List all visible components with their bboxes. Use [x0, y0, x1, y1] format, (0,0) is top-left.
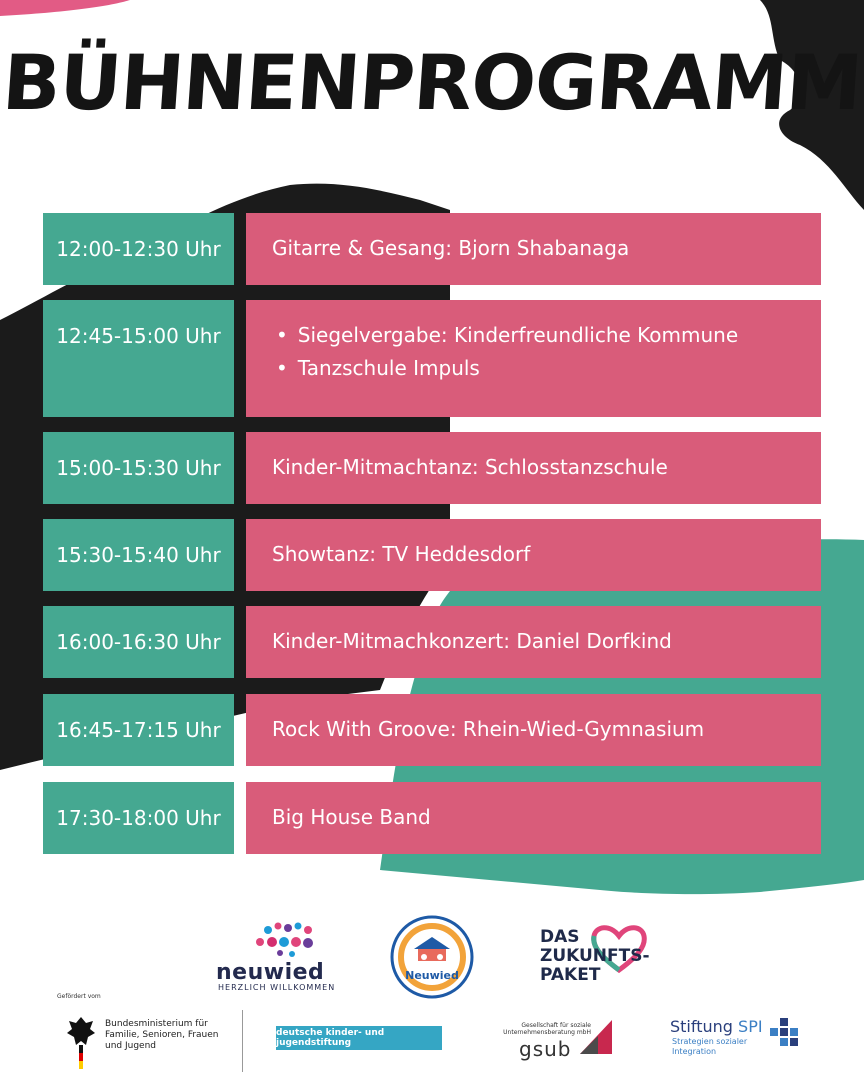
spi-suffix: SPI — [738, 1017, 763, 1036]
act-box — [246, 300, 821, 417]
act-box — [246, 694, 821, 766]
federal-eagle-icon — [66, 1015, 96, 1071]
time-slot — [43, 432, 234, 504]
act-label: Kinder-Mitmachtanz: Schlosstanzschule — [272, 455, 668, 479]
pink-stroke-top — [0, 0, 130, 16]
footer-divider — [242, 1010, 243, 1072]
act-list-item: • Tanzschule Impuls — [276, 356, 821, 380]
act-list — [272, 323, 821, 380]
time-label: 15:00-15:30 Uhr — [56, 456, 221, 480]
time-slot — [43, 519, 234, 591]
schedule-row — [43, 782, 821, 854]
time-label: 12:00-12:30 Uhr — [56, 237, 221, 261]
time-slot — [43, 300, 234, 417]
time-label: 17:30-18:00 Uhr — [56, 806, 221, 830]
time-label: 12:45-15:00 Uhr — [56, 324, 221, 348]
seal-label: Neuwied — [405, 969, 459, 982]
neuwied-dots-icon — [250, 920, 325, 960]
act-box — [246, 432, 821, 504]
ministry-name: Bundesministerium für Familie, Senioren, Frauen und Jugend — [105, 1019, 219, 1051]
neuwied-logo-tagline: HERZLICH WILLKOMMEN — [218, 983, 336, 992]
time-label: 15:30-15:40 Uhr — [56, 543, 221, 567]
spi-prefix: Stiftung — [670, 1017, 733, 1036]
zukunftspaket-line: ZUKUNFTS- — [540, 946, 650, 966]
schedule-row — [43, 606, 821, 678]
act-label: Showtanz: TV Heddesdorf — [272, 542, 531, 566]
act-box — [246, 213, 821, 285]
spi-logo-text — [670, 1017, 763, 1036]
act-label: Big House Band — [272, 805, 431, 829]
time-label: 16:45-17:15 Uhr — [56, 718, 221, 742]
act-list-item: • Siegelvergabe: Kinderfreundliche Kommune — [276, 323, 821, 347]
gsub-description: Gesellschaft für soziale Unternehmensberatung mbH — [503, 1022, 591, 1036]
kinderfreundliche-kommune-seal-icon — [390, 915, 474, 999]
schedule-row — [43, 300, 821, 417]
zukunftspaket-line: DAS — [540, 927, 580, 947]
gsub-mark-icon — [578, 1018, 614, 1056]
schedule-row — [43, 519, 821, 591]
spi-squares-icon — [770, 1018, 798, 1046]
time-label: 16:00-16:30 Uhr — [56, 630, 221, 654]
act-label: Gitarre & Gesang: Bjorn Shabanaga — [272, 236, 630, 260]
spi-tagline-line: Strategien sozialer — [672, 1037, 748, 1046]
act-label: Kinder-Mitmachkonzert: Daniel Dorfkind — [272, 629, 672, 653]
zukunftspaket-logo — [540, 928, 650, 985]
schedule-row — [43, 432, 821, 504]
time-slot — [43, 782, 234, 854]
act-box — [246, 782, 821, 854]
gsub-logo-text: gsub — [519, 1037, 572, 1061]
sponsored-by-label: Gefördert vom — [57, 993, 101, 1000]
time-slot — [43, 694, 234, 766]
time-slot — [43, 213, 234, 285]
act-box — [246, 606, 821, 678]
page-title: BÜHNENPROGRAMM — [0, 38, 864, 127]
spi-tagline — [672, 1037, 747, 1057]
schedule-row — [43, 213, 821, 285]
act-box — [246, 519, 821, 591]
neuwied-logo-text: neuwied — [216, 960, 325, 985]
zukunftspaket-line: PAKET — [540, 965, 601, 985]
spi-tagline-line: Integration — [672, 1047, 717, 1056]
time-slot — [43, 606, 234, 678]
act-label: Rock With Groove: Rhein-Wied-Gymnasium — [272, 717, 705, 741]
dkjs-logo: deutsche kinder- und jugendstiftung — [276, 1026, 442, 1050]
schedule-row — [43, 694, 821, 766]
